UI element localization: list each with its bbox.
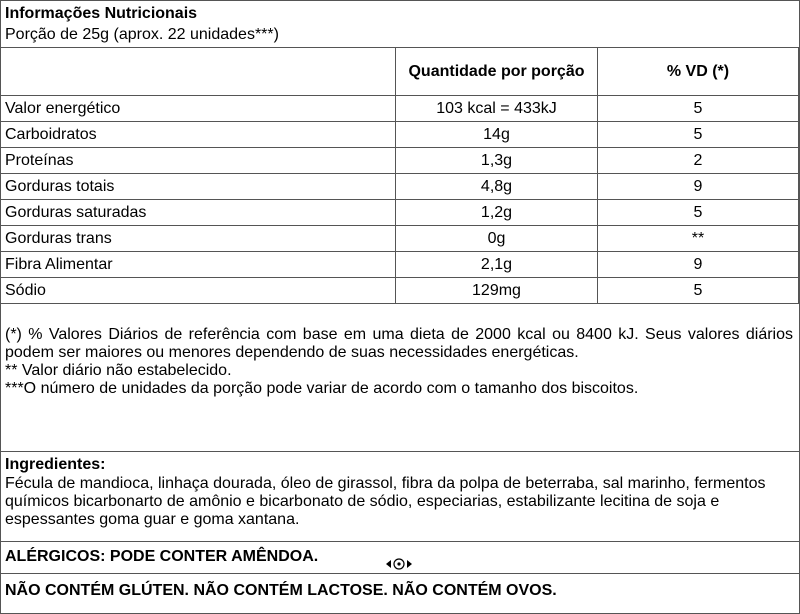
ingredients-text: Fécula de mandioca, linhaça dourada, óleo de girassol, fibra da polpa de beterraba, sal marinho, fermentos químicos bicarbonarto de amônio e bicarbonato de sódio, especiarias, estabilizante lecitina de soja e espessantes goma guar e goma xantana.: [5, 475, 766, 528]
header-cell-nutrient: [1, 48, 396, 96]
nutrition-title: Informações Nutricionais: [5, 5, 198, 22]
nutrient-name: Fibra Alimentar: [1, 252, 396, 278]
nutrient-name: Gorduras totais: [1, 174, 396, 200]
table-row: [1, 226, 799, 252]
nutrient-name: Gorduras saturadas: [1, 200, 396, 226]
nutrient-name: Sódio: [1, 278, 396, 304]
table-row: [1, 200, 799, 226]
nutrient-quantity: 1,3g: [396, 148, 598, 174]
nutrient-vd: 9: [598, 174, 799, 200]
move-cursor-icon: [385, 556, 413, 572]
table-row: [1, 174, 799, 200]
footnotes: [5, 326, 793, 398]
nutrient-vd: 9: [598, 252, 799, 278]
nutrient-quantity: 103 kcal = 433kJ: [396, 96, 598, 122]
nutrient-quantity: 129mg: [396, 278, 598, 304]
nutrition-table: [0, 47, 799, 304]
nutrient-quantity: 14g: [396, 122, 598, 148]
table-row: [1, 148, 799, 174]
header-cell-vd: % VD (*): [598, 48, 799, 96]
ingredients-section: [5, 456, 795, 529]
divider: [0, 573, 800, 574]
ingredients-title: Ingredientes:: [5, 456, 106, 473]
nutrient-quantity: 0g: [396, 226, 598, 252]
nutrient-vd: 5: [598, 200, 799, 226]
table-row: [1, 278, 799, 304]
nutrient-quantity: 4,8g: [396, 174, 598, 200]
table-row: [1, 122, 799, 148]
nutrient-quantity: 2,1g: [396, 252, 598, 278]
nutrient-vd: 2: [598, 148, 799, 174]
divider: [0, 451, 800, 452]
allergens-warning: ALÉRGICOS: PODE CONTER AMÊNDOA.: [5, 548, 319, 565]
nutrient-vd: 5: [598, 96, 799, 122]
table-row: [1, 96, 799, 122]
nutrient-name: Gorduras trans: [1, 226, 396, 252]
nutrient-name: Valor energético: [1, 96, 396, 122]
not-established-footnote: ** Valor diário não estabelecido.: [5, 362, 232, 379]
table-row: [1, 252, 799, 278]
nutrient-vd: **: [598, 226, 799, 252]
header-cell-quantity: Quantidade por porção: [396, 48, 598, 96]
nutrient-name: Proteínas: [1, 148, 396, 174]
vd-footnote: (*) % Valores Diários de referência com base em uma dieta de 2000 kcal ou 8400 kJ. Seus valores diários podem ser maiores ou menores dependendo de suas necessidades energéticas.: [5, 326, 793, 361]
nutrient-quantity: 1,2g: [396, 200, 598, 226]
table-header-row: [1, 48, 799, 96]
divider: [0, 541, 800, 542]
nutrient-vd: 5: [598, 122, 799, 148]
nutrient-vd: 5: [598, 278, 799, 304]
portion-info: Porção de 25g (aprox. 22 unidades***): [5, 26, 279, 43]
free-from-statement: NÃO CONTÉM GLÚTEN. NÃO CONTÉM LACTOSE. NÃO CONTÉM OVOS.: [5, 582, 557, 599]
nutrient-name: Carboidratos: [1, 122, 396, 148]
units-footnote: ***O número de unidades da porção pode variar de acordo com o tamanho dos biscoitos.: [5, 380, 639, 397]
